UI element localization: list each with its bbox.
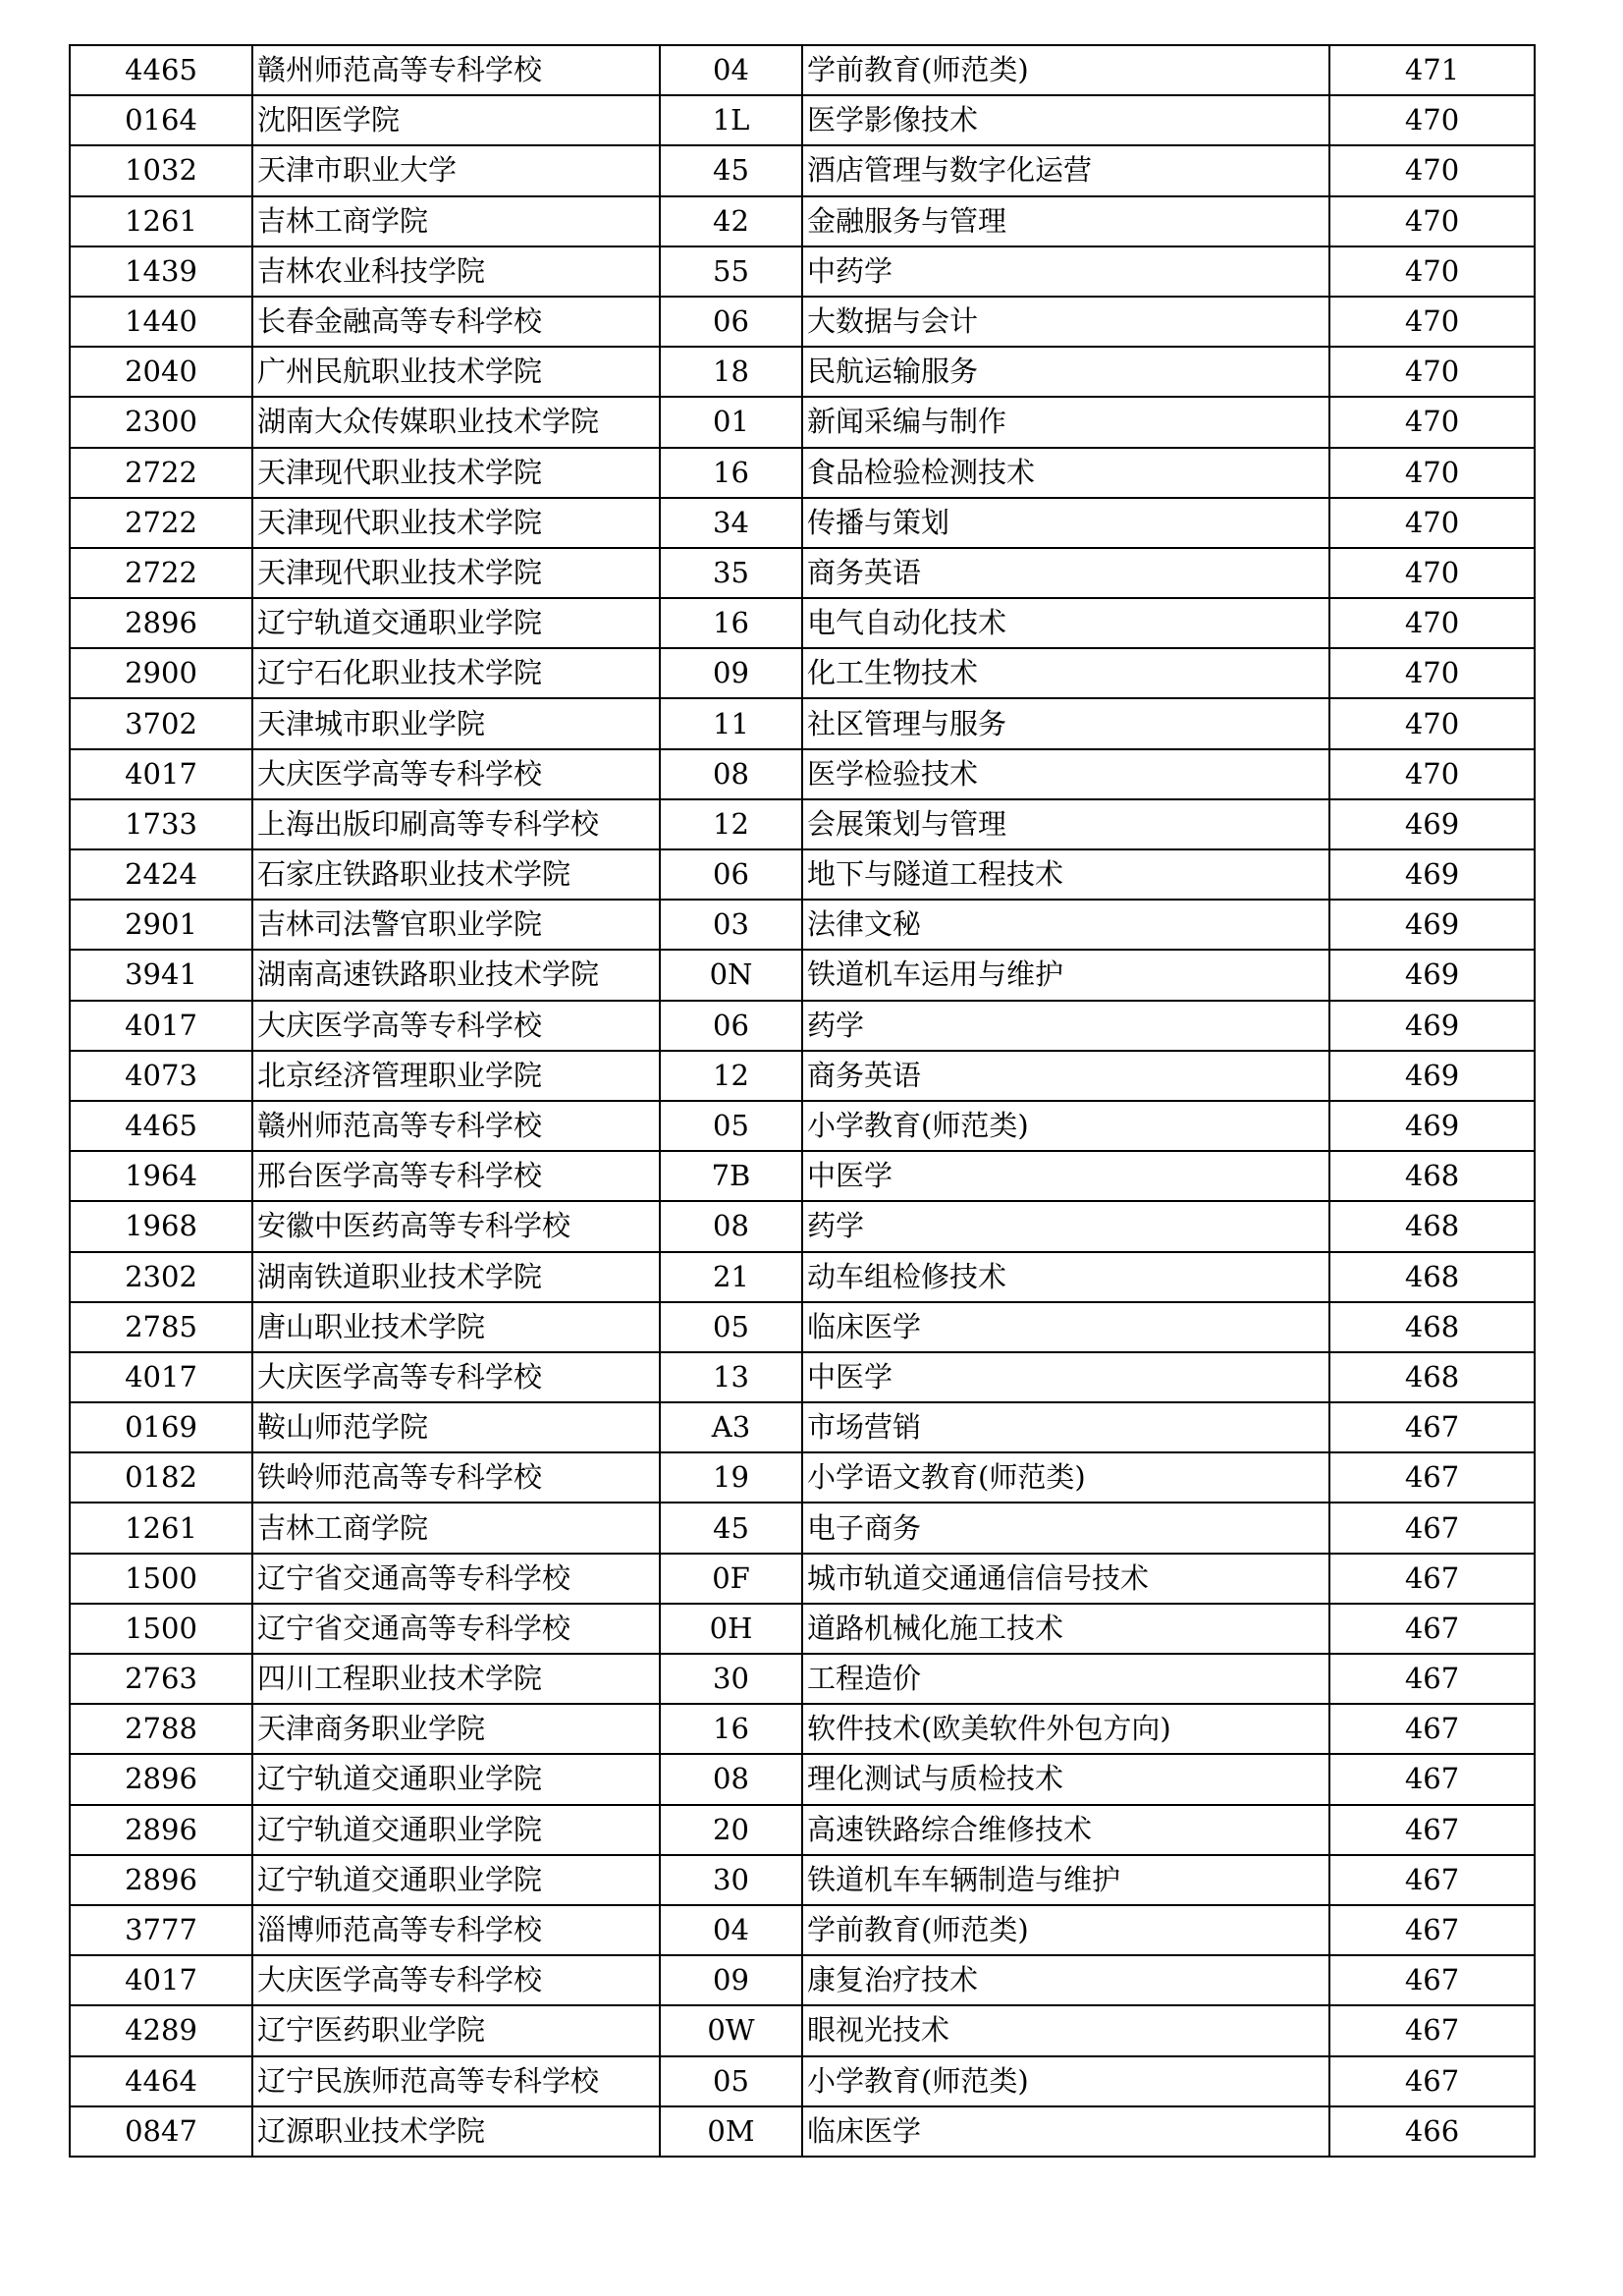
major-code-cell: 0N	[660, 950, 802, 1000]
major-code-cell: 12	[660, 1051, 802, 1101]
school-code-cell: 1261	[70, 196, 252, 246]
table-row	[70, 598, 1535, 648]
school-name-cell: 天津现代职业技术学院	[252, 498, 660, 548]
score-cell: 467	[1329, 1955, 1535, 2005]
table-row	[70, 1051, 1535, 1101]
school-code-cell: 2896	[70, 1855, 252, 1905]
score-cell: 470	[1329, 648, 1535, 698]
school-code-cell: 1500	[70, 1554, 252, 1604]
table-row	[70, 145, 1535, 195]
table-row	[70, 1754, 1535, 1804]
major-name-cell: 医学影像技术	[802, 95, 1329, 145]
major-code-cell: 45	[660, 145, 802, 195]
major-code-cell: 30	[660, 1855, 802, 1905]
score-cell: 468	[1329, 1252, 1535, 1302]
major-code-cell: 7B	[660, 1151, 802, 1201]
school-name-cell: 辽宁省交通高等专科学校	[252, 1604, 660, 1654]
school-name-cell: 淄博师范高等专科学校	[252, 1905, 660, 1955]
table-row	[70, 1855, 1535, 1905]
major-name-cell: 中医学	[802, 1151, 1329, 1201]
score-cell: 467	[1329, 1704, 1535, 1754]
school-name-cell: 天津城市职业学院	[252, 698, 660, 748]
major-code-cell: 03	[660, 900, 802, 950]
table-row	[70, 1704, 1535, 1754]
score-cell: 467	[1329, 1604, 1535, 1654]
major-code-cell: 20	[660, 1805, 802, 1855]
table-row	[70, 1151, 1535, 1201]
major-code-cell: 09	[660, 1955, 802, 2005]
school-name-cell: 辽宁医药职业学院	[252, 2005, 660, 2055]
table-row	[70, 2106, 1535, 2157]
score-cell: 469	[1329, 1101, 1535, 1151]
major-name-cell: 铁道机车车辆制造与维护	[802, 1855, 1329, 1905]
admission-scores-table	[69, 44, 1536, 2158]
school-name-cell: 大庆医学高等专科学校	[252, 749, 660, 799]
score-cell: 467	[1329, 1754, 1535, 1804]
score-cell: 467	[1329, 1654, 1535, 1704]
score-cell: 470	[1329, 598, 1535, 648]
school-name-cell: 石家庄铁路职业技术学院	[252, 849, 660, 900]
school-name-cell: 湖南铁道职业技术学院	[252, 1252, 660, 1302]
major-name-cell: 社区管理与服务	[802, 698, 1329, 748]
table-row	[70, 950, 1535, 1000]
school-code-cell: 2722	[70, 498, 252, 548]
major-name-cell: 工程造价	[802, 1654, 1329, 1704]
school-name-cell: 吉林农业科技学院	[252, 246, 660, 297]
score-cell: 467	[1329, 1503, 1535, 1553]
score-cell: 470	[1329, 347, 1535, 397]
major-code-cell: 0W	[660, 2005, 802, 2055]
major-name-cell: 中医学	[802, 1352, 1329, 1402]
major-code-cell: 08	[660, 1201, 802, 1251]
table-row	[70, 1805, 1535, 1855]
major-code-cell: 19	[660, 1452, 802, 1503]
major-code-cell: 45	[660, 1503, 802, 1553]
school-code-cell: 1440	[70, 297, 252, 347]
score-cell: 467	[1329, 1554, 1535, 1604]
school-code-cell: 1500	[70, 1604, 252, 1654]
score-cell: 469	[1329, 799, 1535, 849]
score-cell: 467	[1329, 1452, 1535, 1503]
score-cell: 468	[1329, 1201, 1535, 1251]
score-cell: 470	[1329, 548, 1535, 598]
major-code-cell: 16	[660, 1704, 802, 1754]
score-cell: 470	[1329, 196, 1535, 246]
major-code-cell: 42	[660, 196, 802, 246]
table-row	[70, 2005, 1535, 2055]
school-code-cell: 0847	[70, 2106, 252, 2157]
school-name-cell: 吉林工商学院	[252, 1503, 660, 1553]
major-code-cell: 13	[660, 1352, 802, 1402]
score-cell: 470	[1329, 498, 1535, 548]
school-code-cell: 4073	[70, 1051, 252, 1101]
major-code-cell: 05	[660, 2056, 802, 2106]
school-name-cell: 吉林工商学院	[252, 196, 660, 246]
school-name-cell: 鞍山师范学院	[252, 1402, 660, 1452]
table-row	[70, 1302, 1535, 1352]
major-name-cell: 民航运输服务	[802, 347, 1329, 397]
school-code-cell: 2900	[70, 648, 252, 698]
school-name-cell: 天津商务职业学院	[252, 1704, 660, 1754]
major-code-cell: 55	[660, 246, 802, 297]
score-cell: 470	[1329, 145, 1535, 195]
score-cell: 469	[1329, 849, 1535, 900]
major-code-cell: 0H	[660, 1604, 802, 1654]
score-cell: 467	[1329, 1855, 1535, 1905]
table-row	[70, 900, 1535, 950]
school-name-cell: 长春金融高等专科学校	[252, 297, 660, 347]
school-code-cell: 2785	[70, 1302, 252, 1352]
school-code-cell: 2040	[70, 347, 252, 397]
major-code-cell: 08	[660, 1754, 802, 1804]
school-code-cell: 1261	[70, 1503, 252, 1553]
table-row	[70, 246, 1535, 297]
major-name-cell: 大数据与会计	[802, 297, 1329, 347]
score-cell: 469	[1329, 900, 1535, 950]
major-code-cell: A3	[660, 1402, 802, 1452]
major-code-cell: 06	[660, 297, 802, 347]
school-name-cell: 唐山职业技术学院	[252, 1302, 660, 1352]
score-cell: 470	[1329, 397, 1535, 447]
school-name-cell: 四川工程职业技术学院	[252, 1654, 660, 1704]
major-name-cell: 地下与隧道工程技术	[802, 849, 1329, 900]
table-row	[70, 1001, 1535, 1051]
school-name-cell: 赣州师范高等专科学校	[252, 45, 660, 95]
school-code-cell: 2722	[70, 548, 252, 598]
school-name-cell: 辽源职业技术学院	[252, 2106, 660, 2157]
table-row	[70, 1554, 1535, 1604]
major-name-cell: 康复治疗技术	[802, 1955, 1329, 2005]
school-name-cell: 安徽中医药高等专科学校	[252, 1201, 660, 1251]
school-name-cell: 湖南高速铁路职业技术学院	[252, 950, 660, 1000]
major-name-cell: 小学教育(师范类)	[802, 1101, 1329, 1151]
school-code-cell: 1032	[70, 145, 252, 195]
table-row	[70, 498, 1535, 548]
school-code-cell: 4464	[70, 2056, 252, 2106]
major-name-cell: 会展策划与管理	[802, 799, 1329, 849]
school-code-cell: 4465	[70, 45, 252, 95]
score-cell: 470	[1329, 698, 1535, 748]
score-cell: 470	[1329, 749, 1535, 799]
major-code-cell: 11	[660, 698, 802, 748]
major-name-cell: 市场营销	[802, 1402, 1329, 1452]
major-name-cell: 电子商务	[802, 1503, 1329, 1553]
major-code-cell: 09	[660, 648, 802, 698]
major-code-cell: 06	[660, 849, 802, 900]
table-row	[70, 698, 1535, 748]
school-code-cell: 2896	[70, 1805, 252, 1855]
major-name-cell: 化工生物技术	[802, 648, 1329, 698]
table-row	[70, 849, 1535, 900]
school-code-cell: 4017	[70, 1352, 252, 1402]
school-name-cell: 赣州师范高等专科学校	[252, 1101, 660, 1151]
school-code-cell: 2896	[70, 1754, 252, 1804]
major-code-cell: 05	[660, 1302, 802, 1352]
major-name-cell: 法律文秘	[802, 900, 1329, 950]
table-row	[70, 648, 1535, 698]
school-name-cell: 铁岭师范高等专科学校	[252, 1452, 660, 1503]
score-cell: 469	[1329, 950, 1535, 1000]
school-name-cell: 上海出版印刷高等专科学校	[252, 799, 660, 849]
school-name-cell: 天津现代职业技术学院	[252, 448, 660, 498]
school-name-cell: 辽宁民族师范高等专科学校	[252, 2056, 660, 2106]
score-cell: 470	[1329, 297, 1535, 347]
major-name-cell: 中药学	[802, 246, 1329, 297]
school-code-cell: 4465	[70, 1101, 252, 1151]
major-code-cell: 35	[660, 548, 802, 598]
major-name-cell: 临床医学	[802, 1302, 1329, 1352]
major-code-cell: 06	[660, 1001, 802, 1051]
table-row	[70, 45, 1535, 95]
school-name-cell: 吉林司法警官职业学院	[252, 900, 660, 950]
major-name-cell: 商务英语	[802, 1051, 1329, 1101]
major-name-cell: 药学	[802, 1201, 1329, 1251]
major-code-cell: 21	[660, 1252, 802, 1302]
major-name-cell: 城市轨道交通通信信号技术	[802, 1554, 1329, 1604]
table-row	[70, 1452, 1535, 1503]
school-code-cell: 4017	[70, 1001, 252, 1051]
major-code-cell: 18	[660, 347, 802, 397]
table-row	[70, 297, 1535, 347]
table-row	[70, 1352, 1535, 1402]
school-code-cell: 0169	[70, 1402, 252, 1452]
school-name-cell: 沈阳医学院	[252, 95, 660, 145]
major-name-cell: 学前教育(师范类)	[802, 1905, 1329, 1955]
school-code-cell: 2302	[70, 1252, 252, 1302]
major-code-cell: 1L	[660, 95, 802, 145]
major-code-cell: 16	[660, 598, 802, 648]
school-code-cell: 4289	[70, 2005, 252, 2055]
major-name-cell: 小学教育(师范类)	[802, 2056, 1329, 2106]
school-code-cell: 1968	[70, 1201, 252, 1251]
table-body	[70, 45, 1535, 2157]
major-code-cell: 01	[660, 397, 802, 447]
score-cell: 466	[1329, 2106, 1535, 2157]
school-name-cell: 邢台医学高等专科学校	[252, 1151, 660, 1201]
school-code-cell: 4017	[70, 749, 252, 799]
major-name-cell: 酒店管理与数字化运营	[802, 145, 1329, 195]
school-code-cell: 1964	[70, 1151, 252, 1201]
major-name-cell: 临床医学	[802, 2106, 1329, 2157]
school-name-cell: 天津现代职业技术学院	[252, 548, 660, 598]
school-name-cell: 辽宁轨道交通职业学院	[252, 598, 660, 648]
school-name-cell: 大庆医学高等专科学校	[252, 1955, 660, 2005]
school-code-cell: 0182	[70, 1452, 252, 1503]
major-name-cell: 金融服务与管理	[802, 196, 1329, 246]
score-cell: 469	[1329, 1001, 1535, 1051]
table-row	[70, 1955, 1535, 2005]
school-name-cell: 辽宁轨道交通职业学院	[252, 1805, 660, 1855]
school-code-cell: 2722	[70, 448, 252, 498]
score-cell: 468	[1329, 1302, 1535, 1352]
school-code-cell: 3941	[70, 950, 252, 1000]
school-code-cell: 3777	[70, 1905, 252, 1955]
table-row	[70, 1252, 1535, 1302]
major-name-cell: 新闻采编与制作	[802, 397, 1329, 447]
major-name-cell: 食品检验检测技术	[802, 448, 1329, 498]
school-name-cell: 大庆医学高等专科学校	[252, 1001, 660, 1051]
major-name-cell: 动车组检修技术	[802, 1252, 1329, 1302]
major-name-cell: 高速铁路综合维修技术	[802, 1805, 1329, 1855]
score-cell: 468	[1329, 1151, 1535, 1201]
school-code-cell: 2901	[70, 900, 252, 950]
major-name-cell: 铁道机车运用与维护	[802, 950, 1329, 1000]
major-name-cell: 道路机械化施工技术	[802, 1604, 1329, 1654]
major-code-cell: 0M	[660, 2106, 802, 2157]
school-code-cell: 1439	[70, 246, 252, 297]
major-code-cell: 34	[660, 498, 802, 548]
table-row	[70, 448, 1535, 498]
table-row	[70, 1604, 1535, 1654]
score-cell: 469	[1329, 1051, 1535, 1101]
major-code-cell: 12	[660, 799, 802, 849]
school-name-cell: 辽宁轨道交通职业学院	[252, 1754, 660, 1804]
school-name-cell: 大庆医学高等专科学校	[252, 1352, 660, 1402]
major-code-cell: 04	[660, 45, 802, 95]
school-code-cell: 4017	[70, 1955, 252, 2005]
major-code-cell: 05	[660, 1101, 802, 1151]
school-code-cell: 0164	[70, 95, 252, 145]
major-code-cell: 0F	[660, 1554, 802, 1604]
major-name-cell: 学前教育(师范类)	[802, 45, 1329, 95]
major-name-cell: 电气自动化技术	[802, 598, 1329, 648]
score-cell: 467	[1329, 1402, 1535, 1452]
major-code-cell: 16	[660, 448, 802, 498]
score-cell: 467	[1329, 1905, 1535, 1955]
table-row	[70, 1503, 1535, 1553]
school-name-cell: 湖南大众传媒职业技术学院	[252, 397, 660, 447]
table-row	[70, 2056, 1535, 2106]
table-row	[70, 1905, 1535, 1955]
table-row	[70, 1201, 1535, 1251]
major-code-cell: 08	[660, 749, 802, 799]
table-row	[70, 196, 1535, 246]
school-name-cell: 辽宁石化职业技术学院	[252, 648, 660, 698]
major-name-cell: 眼视光技术	[802, 2005, 1329, 2055]
major-name-cell: 药学	[802, 1001, 1329, 1051]
school-name-cell: 辽宁省交通高等专科学校	[252, 1554, 660, 1604]
score-cell: 470	[1329, 448, 1535, 498]
major-name-cell: 软件技术(欧美软件外包方向)	[802, 1704, 1329, 1754]
major-name-cell: 商务英语	[802, 548, 1329, 598]
school-code-cell: 3702	[70, 698, 252, 748]
table-row	[70, 749, 1535, 799]
school-name-cell: 北京经济管理职业学院	[252, 1051, 660, 1101]
school-name-cell: 天津市职业大学	[252, 145, 660, 195]
table-row	[70, 548, 1535, 598]
score-cell: 467	[1329, 2005, 1535, 2055]
table-row	[70, 95, 1535, 145]
school-name-cell: 广州民航职业技术学院	[252, 347, 660, 397]
table-row	[70, 1101, 1535, 1151]
major-name-cell: 传播与策划	[802, 498, 1329, 548]
table-row	[70, 1654, 1535, 1704]
school-code-cell: 2763	[70, 1654, 252, 1704]
school-code-cell: 1733	[70, 799, 252, 849]
score-cell: 468	[1329, 1352, 1535, 1402]
table-row	[70, 397, 1535, 447]
major-name-cell: 小学语文教育(师范类)	[802, 1452, 1329, 1503]
major-name-cell: 理化测试与质检技术	[802, 1754, 1329, 1804]
table-row	[70, 347, 1535, 397]
score-cell: 467	[1329, 1805, 1535, 1855]
school-name-cell: 辽宁轨道交通职业学院	[252, 1855, 660, 1905]
major-name-cell: 医学检验技术	[802, 749, 1329, 799]
school-code-cell: 2300	[70, 397, 252, 447]
major-code-cell: 04	[660, 1905, 802, 1955]
table-row	[70, 1402, 1535, 1452]
major-code-cell: 30	[660, 1654, 802, 1704]
score-cell: 470	[1329, 246, 1535, 297]
school-code-cell: 2788	[70, 1704, 252, 1754]
score-cell: 470	[1329, 95, 1535, 145]
score-cell: 467	[1329, 2056, 1535, 2106]
school-code-cell: 2896	[70, 598, 252, 648]
table-row	[70, 799, 1535, 849]
score-cell: 471	[1329, 45, 1535, 95]
school-code-cell: 2424	[70, 849, 252, 900]
